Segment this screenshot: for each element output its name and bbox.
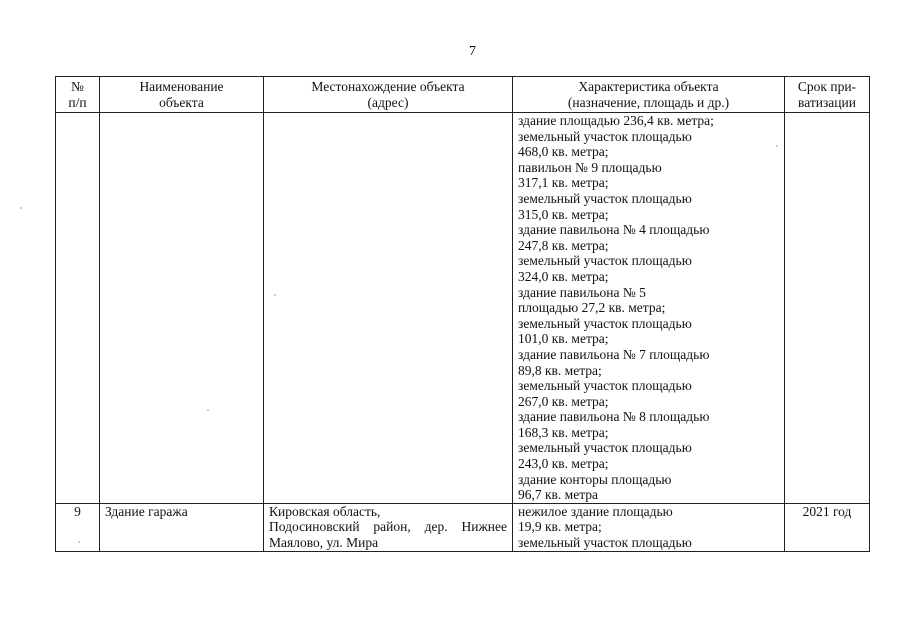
cell-address	[264, 113, 513, 504]
scan-speck	[78, 541, 80, 543]
characteristic-line: земельный участок площадью	[518, 440, 692, 456]
characteristic-line: 247,8 кв. метра;	[518, 237, 609, 253]
cell-name	[100, 113, 264, 504]
characteristic-line: 315,0 кв. метра;	[518, 206, 609, 222]
address-line: Подосиновский район, дер. Нижнее	[269, 519, 507, 535]
header-term: Срок при- ватизации	[785, 77, 870, 113]
characteristic-line: 317,1 кв. метра;	[518, 175, 609, 191]
header-address: Местонахождение объекта (адрес)	[264, 77, 513, 113]
characteristic-line: 267,0 кв. метра;	[518, 393, 609, 409]
characteristic-line: 19,9 кв. метра;	[518, 519, 602, 535]
cell-address	[264, 503, 513, 551]
table-row-continuation	[56, 113, 870, 504]
characteristic-line: земельный участок площадью	[518, 253, 692, 269]
scan-speck	[20, 207, 22, 209]
cell-term: 2021 год	[785, 503, 870, 551]
cell-num: 9	[56, 503, 100, 551]
characteristic-line: нежилое здание площадью	[518, 503, 673, 519]
characteristic-line: 101,0 кв. метра;	[518, 331, 609, 347]
cell-term	[785, 113, 870, 504]
characteristic-line: 168,3 кв. метра;	[518, 424, 609, 440]
characteristic-line: павильон № 9 площадью	[518, 159, 662, 175]
page-number: 7	[469, 44, 476, 59]
address-line: Кировская область,	[269, 503, 381, 519]
characteristic-line: здание площадью 236,4 кв. метра;	[518, 113, 714, 128]
header-characteristics: Характеристика объекта (назначение, площадь и др.)	[513, 77, 785, 113]
characteristic-line: 324,0 кв. метра;	[518, 268, 609, 284]
scan-speck	[207, 409, 209, 411]
cell-characteristics	[513, 503, 785, 551]
characteristic-line: земельный участок площадью	[518, 535, 692, 551]
characteristic-line: земельный участок площадью	[518, 190, 692, 206]
table-row-9	[56, 503, 870, 551]
privatization-table	[55, 76, 870, 552]
characteristic-line: 96,7 кв. метра	[518, 487, 599, 503]
cell-name: Здание гаража	[100, 503, 264, 551]
characteristic-line: здание конторы площадью	[518, 471, 672, 487]
characteristic-line: 89,8 кв. метра;	[518, 362, 602, 378]
characteristic-line: здание павильона № 7 площадью	[518, 346, 710, 362]
cell-characteristics	[513, 113, 785, 504]
characteristic-line: здание павильона № 4 площадью	[518, 222, 710, 238]
characteristic-line: 243,0 кв. метра;	[518, 456, 609, 472]
characteristic-line: земельный участок площадью	[518, 378, 692, 394]
characteristic-line: здание павильона № 8 площадью	[518, 409, 710, 425]
scan-speck	[776, 145, 778, 147]
header-name: Наименование объекта	[100, 77, 264, 113]
cell-num	[56, 113, 100, 504]
scan-speck	[274, 294, 276, 296]
characteristic-line: земельный участок площадью	[518, 128, 692, 144]
characteristic-line: площадью 27,2 кв. метра;	[518, 300, 666, 316]
header-num: № п/п	[56, 77, 100, 113]
characteristic-line: земельный участок площадью	[518, 315, 692, 331]
address-line: Маялово, ул. Мира	[269, 535, 379, 551]
characteristic-line: здание павильона № 5	[518, 284, 646, 300]
characteristic-line: 468,0 кв. метра;	[518, 144, 609, 160]
table-header-row	[56, 77, 870, 113]
